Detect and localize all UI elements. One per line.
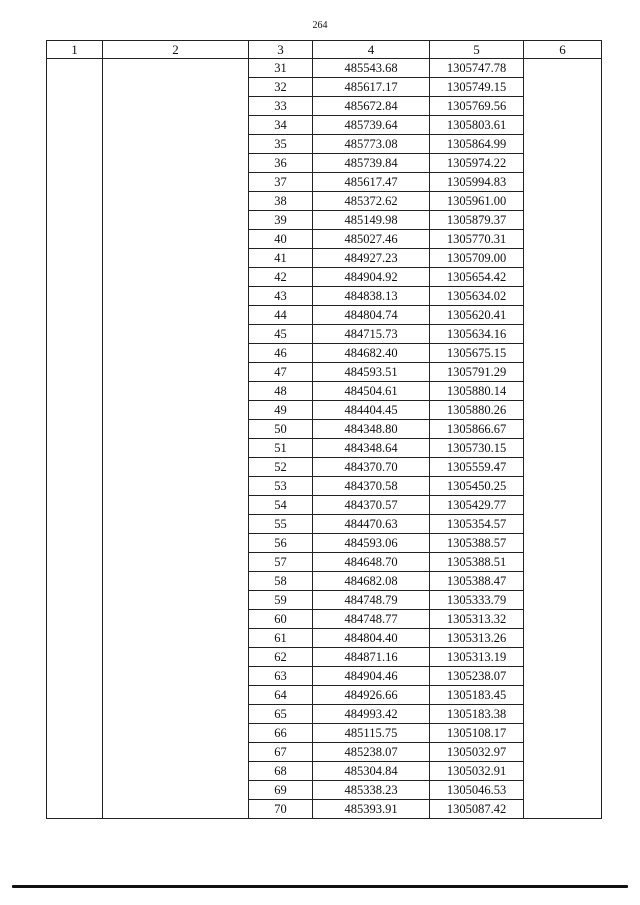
point-number-cell: 32 [249, 78, 313, 97]
y-coordinate-cell: 1305087.42 [430, 800, 524, 819]
column-header: 1 [47, 41, 103, 59]
x-coordinate-cell: 484804.74 [313, 306, 430, 325]
y-coordinate-cell: 1305879.37 [430, 211, 524, 230]
footer-rule [12, 885, 628, 888]
x-coordinate-cell: 485739.64 [313, 116, 430, 135]
x-coordinate-cell: 484348.64 [313, 439, 430, 458]
y-coordinate-cell: 1305747.78 [430, 59, 524, 78]
column-header: 3 [249, 41, 313, 59]
point-number-cell: 49 [249, 401, 313, 420]
y-coordinate-cell: 1305313.32 [430, 610, 524, 629]
y-coordinate-cell: 1305032.97 [430, 743, 524, 762]
x-coordinate-cell: 484648.70 [313, 553, 430, 572]
x-coordinate-cell: 484926.66 [313, 686, 430, 705]
point-number-cell: 36 [249, 154, 313, 173]
y-coordinate-cell: 1305974.22 [430, 154, 524, 173]
x-coordinate-cell: 484993.42 [313, 705, 430, 724]
point-number-cell: 68 [249, 762, 313, 781]
y-coordinate-cell: 1305769.56 [430, 97, 524, 116]
x-coordinate-cell: 484370.58 [313, 477, 430, 496]
y-coordinate-cell: 1305183.38 [430, 705, 524, 724]
x-coordinate-cell: 485739.84 [313, 154, 430, 173]
x-coordinate-cell: 484348.80 [313, 420, 430, 439]
x-coordinate-cell: 485115.75 [313, 724, 430, 743]
point-number-cell: 62 [249, 648, 313, 667]
point-number-cell: 64 [249, 686, 313, 705]
y-coordinate-cell: 1305864.99 [430, 135, 524, 154]
point-number-cell: 54 [249, 496, 313, 515]
x-coordinate-cell: 484370.57 [313, 496, 430, 515]
point-number-cell: 31 [249, 59, 313, 78]
point-number-cell: 56 [249, 534, 313, 553]
point-number-cell: 44 [249, 306, 313, 325]
x-coordinate-cell: 485027.46 [313, 230, 430, 249]
x-coordinate-cell: 484838.13 [313, 287, 430, 306]
point-number-cell: 35 [249, 135, 313, 154]
y-coordinate-cell: 1305709.00 [430, 249, 524, 268]
y-coordinate-cell: 1305333.79 [430, 591, 524, 610]
y-coordinate-cell: 1305559.47 [430, 458, 524, 477]
point-number-cell: 48 [249, 382, 313, 401]
point-number-cell: 60 [249, 610, 313, 629]
y-coordinate-cell: 1305620.41 [430, 306, 524, 325]
y-coordinate-cell: 1305354.57 [430, 515, 524, 534]
column-header: 2 [103, 41, 249, 59]
x-coordinate-cell: 484593.06 [313, 534, 430, 553]
x-coordinate-cell: 484504.61 [313, 382, 430, 401]
y-coordinate-cell: 1305749.15 [430, 78, 524, 97]
x-coordinate-cell: 485338.23 [313, 781, 430, 800]
point-number-cell: 63 [249, 667, 313, 686]
y-coordinate-cell: 1305634.16 [430, 325, 524, 344]
y-coordinate-cell: 1305994.83 [430, 173, 524, 192]
y-coordinate-cell: 1305046.53 [430, 781, 524, 800]
x-coordinate-cell: 485672.84 [313, 97, 430, 116]
column-header: 5 [430, 41, 524, 59]
point-number-cell: 33 [249, 97, 313, 116]
y-coordinate-cell: 1305313.19 [430, 648, 524, 667]
point-number-cell: 34 [249, 116, 313, 135]
x-coordinate-cell: 485393.91 [313, 800, 430, 819]
point-number-cell: 51 [249, 439, 313, 458]
point-number-cell: 67 [249, 743, 313, 762]
x-coordinate-cell: 484871.16 [313, 648, 430, 667]
x-coordinate-cell: 485617.47 [313, 173, 430, 192]
x-coordinate-cell: 485304.84 [313, 762, 430, 781]
point-number-cell: 40 [249, 230, 313, 249]
page-number: 264 [312, 20, 328, 31]
y-coordinate-cell: 1305388.51 [430, 553, 524, 572]
y-coordinate-cell: 1305866.67 [430, 420, 524, 439]
point-number-cell: 37 [249, 173, 313, 192]
y-coordinate-cell: 1305654.42 [430, 268, 524, 287]
y-coordinate-cell: 1305388.57 [430, 534, 524, 553]
x-coordinate-cell: 484904.92 [313, 268, 430, 287]
point-number-cell: 58 [249, 572, 313, 591]
y-coordinate-cell: 1305730.15 [430, 439, 524, 458]
x-coordinate-cell: 484748.79 [313, 591, 430, 610]
y-coordinate-cell: 1305961.00 [430, 192, 524, 211]
point-number-cell: 41 [249, 249, 313, 268]
x-coordinate-cell: 484715.73 [313, 325, 430, 344]
column-6-cell [524, 59, 602, 819]
y-coordinate-cell: 1305880.26 [430, 401, 524, 420]
column-header: 4 [313, 41, 430, 59]
coordinates-table [46, 40, 602, 819]
point-number-cell: 59 [249, 591, 313, 610]
column-2-cell [103, 59, 249, 819]
x-coordinate-cell: 484682.08 [313, 572, 430, 591]
x-coordinate-cell: 484470.63 [313, 515, 430, 534]
x-coordinate-cell: 484404.45 [313, 401, 430, 420]
y-coordinate-cell: 1305450.25 [430, 477, 524, 496]
point-number-cell: 50 [249, 420, 313, 439]
x-coordinate-cell: 484748.77 [313, 610, 430, 629]
y-coordinate-cell: 1305770.31 [430, 230, 524, 249]
table-header-row [47, 41, 602, 59]
point-number-cell: 61 [249, 629, 313, 648]
y-coordinate-cell: 1305032.91 [430, 762, 524, 781]
x-coordinate-cell: 484593.51 [313, 363, 430, 382]
y-coordinate-cell: 1305388.47 [430, 572, 524, 591]
y-coordinate-cell: 1305238.07 [430, 667, 524, 686]
point-number-cell: 46 [249, 344, 313, 363]
y-coordinate-cell: 1305880.14 [430, 382, 524, 401]
table-body [47, 59, 602, 819]
x-coordinate-cell: 484927.23 [313, 249, 430, 268]
point-number-cell: 47 [249, 363, 313, 382]
x-coordinate-cell: 484682.40 [313, 344, 430, 363]
point-number-cell: 38 [249, 192, 313, 211]
point-number-cell: 66 [249, 724, 313, 743]
point-number-cell: 70 [249, 800, 313, 819]
point-number-cell: 43 [249, 287, 313, 306]
point-number-cell: 57 [249, 553, 313, 572]
point-number-cell: 52 [249, 458, 313, 477]
point-number-cell: 69 [249, 781, 313, 800]
x-coordinate-cell: 485149.98 [313, 211, 430, 230]
point-number-cell: 42 [249, 268, 313, 287]
column-1-cell [47, 59, 103, 819]
y-coordinate-cell: 1305675.15 [430, 344, 524, 363]
point-number-cell: 53 [249, 477, 313, 496]
y-coordinate-cell: 1305634.02 [430, 287, 524, 306]
point-number-cell: 65 [249, 705, 313, 724]
point-number-cell: 39 [249, 211, 313, 230]
table-row [47, 59, 602, 78]
x-coordinate-cell: 485372.62 [313, 192, 430, 211]
y-coordinate-cell: 1305183.45 [430, 686, 524, 705]
x-coordinate-cell: 485773.08 [313, 135, 430, 154]
x-coordinate-cell: 484904.46 [313, 667, 430, 686]
x-coordinate-cell: 485238.07 [313, 743, 430, 762]
y-coordinate-cell: 1305429.77 [430, 496, 524, 515]
y-coordinate-cell: 1305803.61 [430, 116, 524, 135]
point-number-cell: 45 [249, 325, 313, 344]
y-coordinate-cell: 1305313.26 [430, 629, 524, 648]
point-number-cell: 55 [249, 515, 313, 534]
y-coordinate-cell: 1305108.17 [430, 724, 524, 743]
x-coordinate-cell: 484804.40 [313, 629, 430, 648]
y-coordinate-cell: 1305791.29 [430, 363, 524, 382]
x-coordinate-cell: 484370.70 [313, 458, 430, 477]
x-coordinate-cell: 485617.17 [313, 78, 430, 97]
x-coordinate-cell: 485543.68 [313, 59, 430, 78]
column-header: 6 [524, 41, 602, 59]
